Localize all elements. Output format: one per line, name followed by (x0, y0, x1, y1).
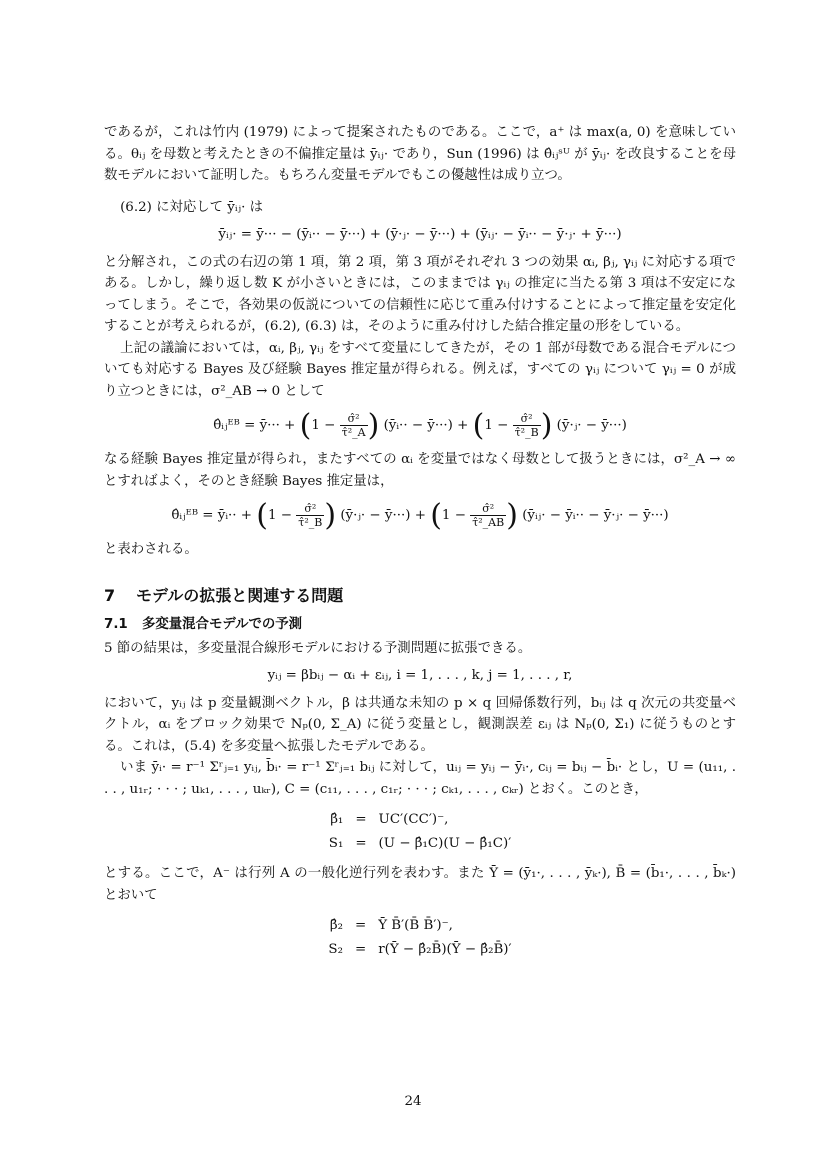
eq3-one-b: 1 − (441, 508, 466, 523)
eq3-lhs: θ̂ᵢⱼᴱᴮ = ȳᵢ·· + (171, 508, 252, 523)
paragraph-3: と分解され，この式の右辺の第 1 項，第 2 項，第 3 項がそれぞれ 3 つの効果 αᵢ, βⱼ, γᵢⱼ に対応する項である。しかし，繰り返し数 K が小さいときには，このままでは γᵢⱼ の推定に当たる第 3 項は不安定になってしまう。そこで，各効果の仮説についての信頼性に応じて重み付けすることによって推定量を安定化することが考えられるが，(6.2), (6.3) は，そのように重み付けした結合推定量の形をしている。 (104, 254, 736, 334)
eq3-one-a: 1 − (267, 508, 292, 523)
eq6-rhs: r(Ȳ − β̂₂B̄)(Ȳ − β̂₂B̄)′ (378, 941, 512, 957)
eq2-term-1: (ȳᵢ·· − ȳ···) + (383, 418, 469, 433)
eq2-term-2: (ȳ·ⱼ· − ȳ···) (556, 418, 627, 433)
eq5-rhs: UC′(CC′)⁻, (378, 812, 449, 827)
eq2-frac-b: $\frac{\text{σ̂²}}{\text{τ̂²\_B}}$ (514, 412, 539, 439)
eq3-term-2: (ȳᵢⱼ· − ȳᵢ·· − ȳ·ⱼ· − ȳ···) (522, 508, 669, 523)
eq6-lhs: S₂ (328, 941, 343, 957)
equation-beta2-s2 (322, 914, 517, 961)
eq2-one-b: 1 − (484, 418, 509, 433)
equation-multivariate-model: yᵢⱼ = βbᵢⱼ − αᵢ + εᵢⱼ, i = 1, . . . , k, j = 1, . . . , r, (267, 668, 573, 683)
paragraph-6: と表わされる。 (104, 542, 198, 557)
eq2-lhs: θ̂ᵢⱼᴱᴮ = ȳ··· + (213, 418, 296, 433)
eq3-term-1: (ȳ·ⱼ· − ȳ···) + (340, 508, 426, 523)
eq6-rhs: Ȳ B̄′(B̄ B̄′)⁻, (378, 918, 453, 933)
equation-eb-estimator-1: θ̂ᵢⱼᴱᴮ = ȳ··· + (1 − $\frac{\text{σ̂²}}{\text{τ̂²\_A}}$ ) (ȳᵢ·· − ȳ···) + (1 − $\frac{\text{σ̂²}}{\text{τ̂²\_B}}$ ) (ȳ·ⱼ· − ȳ···) (213, 407, 627, 443)
paragraph-1: であるが，これは竹内 (1979) によって提案されたものである。ここで，a⁺ は max(a, 0) を意味している。θᵢⱼ を母数と考えたときの不偏推定量は ȳᵢⱼ· であり，Sun (1996) は θ̂ᵢⱼˢᵁ が ȳᵢⱼ· を改良することを母数モデルにおいて証明した。もちろん変量モデルでもこの優越性は成り立つ。 (104, 125, 736, 183)
eq6-op: = (354, 941, 367, 957)
eq5-row (323, 832, 517, 856)
section-heading (104, 585, 736, 607)
eq5-op: = (355, 812, 367, 827)
paper-page-body (104, 122, 736, 969)
paragraph-10: とする。ここで，A⁻ は行列 A の一般化逆行列を表わす。また Ȳ = (ȳ₁·, . . . , ȳₖ·), B̄ = (b̄₁·, . . . , b̄ₖ·) とおいて (104, 866, 736, 903)
subsection-title: 多変量混合モデルでの予測 (142, 617, 303, 632)
eq3-frac-b: $\frac{\text{σ̂²}}{\text{τ̂²\_AB}}$ (472, 502, 505, 529)
paragraph-5: なる経験 Bayes 推定量が得られ，またすべての αᵢ を変量ではなく母数として扱うときには，σ²_A → ∞ とすればよく，そのとき経験 Bayes 推定量は， (104, 452, 736, 489)
eq3-frac-a: $\frac{\text{σ̂²}}{\text{τ̂²\_B}}$ (298, 502, 323, 529)
eq5-row (323, 808, 517, 832)
eq2-frac-a: $\frac{\text{σ̂²}}{\text{τ̂²\_A}}$ (341, 412, 366, 439)
paragraph-8: において，yᵢⱼ は p 変量観測ベクトル，β は共通な未知の p × q 回帰係数行列，bᵢⱼ は q 次元の共変量ベクトル，αᵢ をブロック効果で Nₚ(0, Σ_A) に従う変量とし，観測誤差 εᵢⱼ は Nₚ(0, Σ₁) に従うものとする。これは，(5.4) を多変量へ拡張したモデルである。 (104, 695, 736, 754)
equation-decomposition: ȳᵢⱼ· = ȳ··· − (ȳᵢ·· − ȳ···) + (ȳ·ⱼ· − ȳ···) + (ȳᵢⱼ· − ȳᵢ·· − ȳ·ⱼ· + ȳ···) (218, 227, 622, 242)
equation-eb-estimator-2: θ̂ᵢⱼᴱᴮ = ȳᵢ·· + (1 − $\frac{\text{σ̂²}}{\text{τ̂²\_B}}$ ) (ȳ·ⱼ· − ȳ···) + (1 − $\frac{\text{σ̂²}}{\text{τ̂²\_AB}}$ ) (ȳᵢⱼ· − ȳᵢ·· − ȳ·ⱼ· − ȳ···) (171, 497, 669, 533)
paragraph-4: 上記の議論においては，αᵢ, βⱼ, γᵢⱼ をすべて変量にしてきたが，その 1 部が母数である混合モデルについても対応する Bayes 及び経験 Bayes 推定量が得られる。例えば，すべての γᵢⱼ について γᵢⱼ = 0 が成り立つときには，σ²_AB → 0 として (104, 340, 736, 399)
section-title: モデルの拡張と関連する問題 (136, 585, 344, 605)
eq5-lhs: S₁ (328, 835, 344, 851)
eq6-lhs: β̂₂ (329, 918, 343, 933)
eq6-row (322, 938, 517, 962)
page-number: 24 (404, 1094, 422, 1109)
eq5-rhs: (U − β̂₁C)(U − β̂₁C)′ (378, 835, 512, 851)
paragraph-9: いま ȳᵢ· = r⁻¹ Σʳⱼ₌₁ yᵢⱼ, b̄ᵢ· = r⁻¹ Σʳⱼ₌₁ bᵢⱼ に対して，uᵢⱼ = yᵢⱼ − ȳᵢ·, cᵢⱼ = bᵢⱼ − b̄ᵢ· とし，U = (u₁₁, . . . , u₁ᵣ; · · · ; uₖ₁, . . . , uₖᵣ), C = (c₁₁, . . . , c₁ᵣ; · · · ; cₖ₁, . . . , cₖᵣ) とおく。このとき， (104, 760, 736, 797)
eq5-lhs: β̂₁ (330, 812, 344, 827)
eq6-op: = (354, 918, 367, 933)
subsection-heading (104, 614, 736, 636)
eq2-one-a: 1 − (311, 418, 336, 433)
subsection-number: 7.1 (104, 617, 128, 632)
eq5-op: = (355, 835, 367, 851)
paragraph-2: (6.2) に対応して ȳᵢⱼ· は (120, 199, 263, 215)
eq6-row (322, 914, 517, 938)
paragraph-7: 5 節の結果は，多変量混合線形モデルにおける予測問題に拡張できる。 (104, 640, 532, 656)
equation-beta1-s1 (323, 808, 517, 855)
section-number: 7 (104, 585, 116, 605)
